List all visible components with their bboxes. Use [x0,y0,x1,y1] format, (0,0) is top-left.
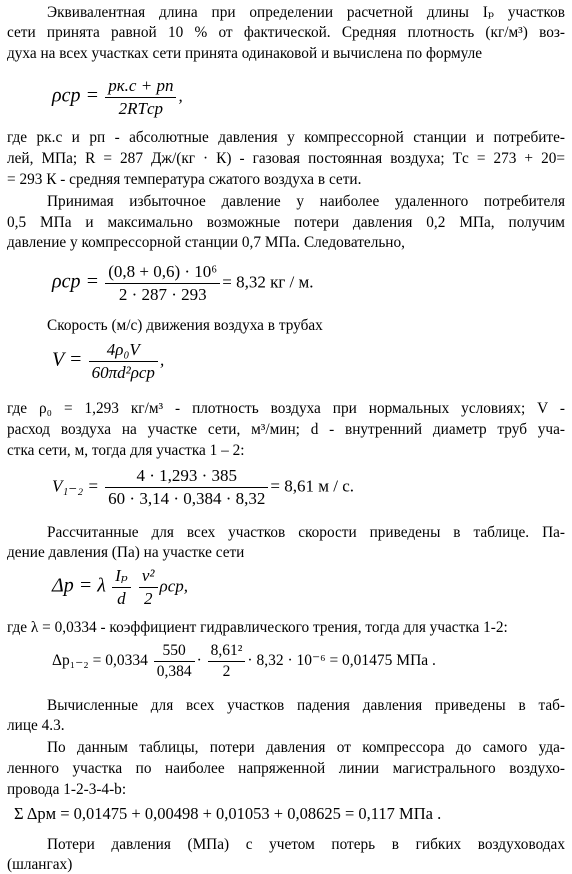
text-line: лей, МПа; R = 287 Дж/(кг · К) - газовая постоянная воздуха; Tс = 273 + 20= [7,150,565,167]
denominator: 60πd²ρср [91,363,155,382]
formula-tail: ρср, [159,576,188,596]
text-line: = 293 К - средняя температура сжатого воздуха в сети. [7,171,362,188]
formula-pressure-drop [52,566,188,609]
denominator: 2RTср [118,99,164,118]
text-line: ленного участка по наиболее напряженной линии магистрального воздухо- [7,760,565,777]
formula-tail: = 8,61 м / с. [270,476,355,496]
text-line: провода 1-2-3-4-b: [7,781,127,798]
text-line: где λ = 0,0334 - коэффициент гидравлического трения, тогда для участка 1-2: [7,619,508,636]
numerator: pк.с + pп [105,76,176,98]
fraction [105,262,220,305]
text-line: стка сети, м, тогда для участка 1 – 2: [7,442,245,459]
text-line: Вычисленные для всех участков падения давления приведены в таб- [47,697,565,714]
formula-lhs: ρср = [52,270,99,293]
text-line: Эквивалентная длина при определении расчетной длины Iₚ участков [47,4,565,21]
text-line: лице 4.3. [7,717,65,734]
fraction [208,642,246,681]
text-line: где pк.с и pп - абсолютные давления у компрессорной станции и потребите- [7,129,565,146]
formula-velocity [52,340,164,383]
denominator: d [117,589,126,608]
formula-tail: · 8,32 · 10⁻⁶ = 0,01475 МПа . [247,652,436,670]
text-line: Потери давления (МПа) с учетом потерь в гибких воздуховодах [47,836,565,853]
text-line: (шлангах) [7,856,73,873]
formula-velocity-value [52,466,354,509]
denominator: 60 · 3,14 · 0,384 · 8,32 [108,489,266,508]
formula-density [52,76,183,119]
formula-lhs: V = [52,348,83,371]
formula-lhs: Δp₁₋₂ = 0,0334 [52,652,148,670]
denominator: 2 [222,663,231,680]
formula-lhs: ρср = [52,84,99,107]
text-line: По данным таблицы, потери давления от компрессора до самого уда- [47,739,565,756]
formula-total-loss: Σ Δpм = 0,01475 + 0,00498 + 0,01053 + 0,08625 = 0,117 МПа . [14,804,442,823]
text-line: расход воздуха на участке сети, м³/мин; d - внутренний диаметр труб уча- [7,421,565,438]
numerator: Iₚ [112,566,130,588]
fraction [139,566,158,609]
text-line: Принимая избыточное давление у наиболее удаленного потребителя [47,193,565,210]
text-line: Скорость (м/с) движения воздуха в трубах [47,317,323,334]
text-line: давление у компрессорной станции 0,7 МПа. Следовательно, [7,234,405,251]
formula-tail: , [159,350,165,370]
formula-tail: = 8,32 кг / м. [222,272,314,292]
formula-density-value [52,262,314,305]
text-line: где ρ₀ = 1,293 кг/м³ - плотность воздуха при нормальных условиях; V - [7,400,565,417]
text-line: Рассчитанные для всех участков скорости приведены в таблице. Па- [47,524,565,541]
denominator: 2 [143,589,153,608]
fraction [105,466,268,509]
fraction [105,76,176,119]
formula-lhs: V₁₋₂ = [52,476,99,496]
formula-tail: , [178,86,183,106]
numerator: 550 [154,642,195,662]
fraction [89,340,158,383]
numerator: v² [139,566,158,588]
formula-lhs: Δp = λ [52,574,106,597]
numerator: (0,8 + 0,6) · 10⁶ [105,262,220,284]
numerator: 4 · 1,293 · 385 [105,466,268,488]
numerator: 8,61² [208,642,246,662]
fraction [154,642,195,681]
denominator: 2 · 287 · 293 [118,285,207,304]
formula-pressure-drop-value: Δp₁₋₂ = 0,0334 $\frac{550}{0,384}$ · $\frac{\text{8,61²}}{2}$ · 8,32 · 10⁻⁶ = 0,01475 МПа . [52,642,436,680]
text-line: сети принята равной 10 % от фактической. Средняя плотность (кг/м³) воз- [7,24,565,41]
text-line: 0,5 МПа и максимально возможные потери давления 0,2 МПа, получим [7,214,565,231]
text-line: дение давления (Па) на участке сети [7,544,245,561]
text-line: духа на всех участках сети принята одинаковой и вычислена по формуле [7,45,483,62]
denominator: 0,384 [156,663,192,680]
numerator: 4ρ₀V [89,340,158,362]
fraction [112,566,130,609]
